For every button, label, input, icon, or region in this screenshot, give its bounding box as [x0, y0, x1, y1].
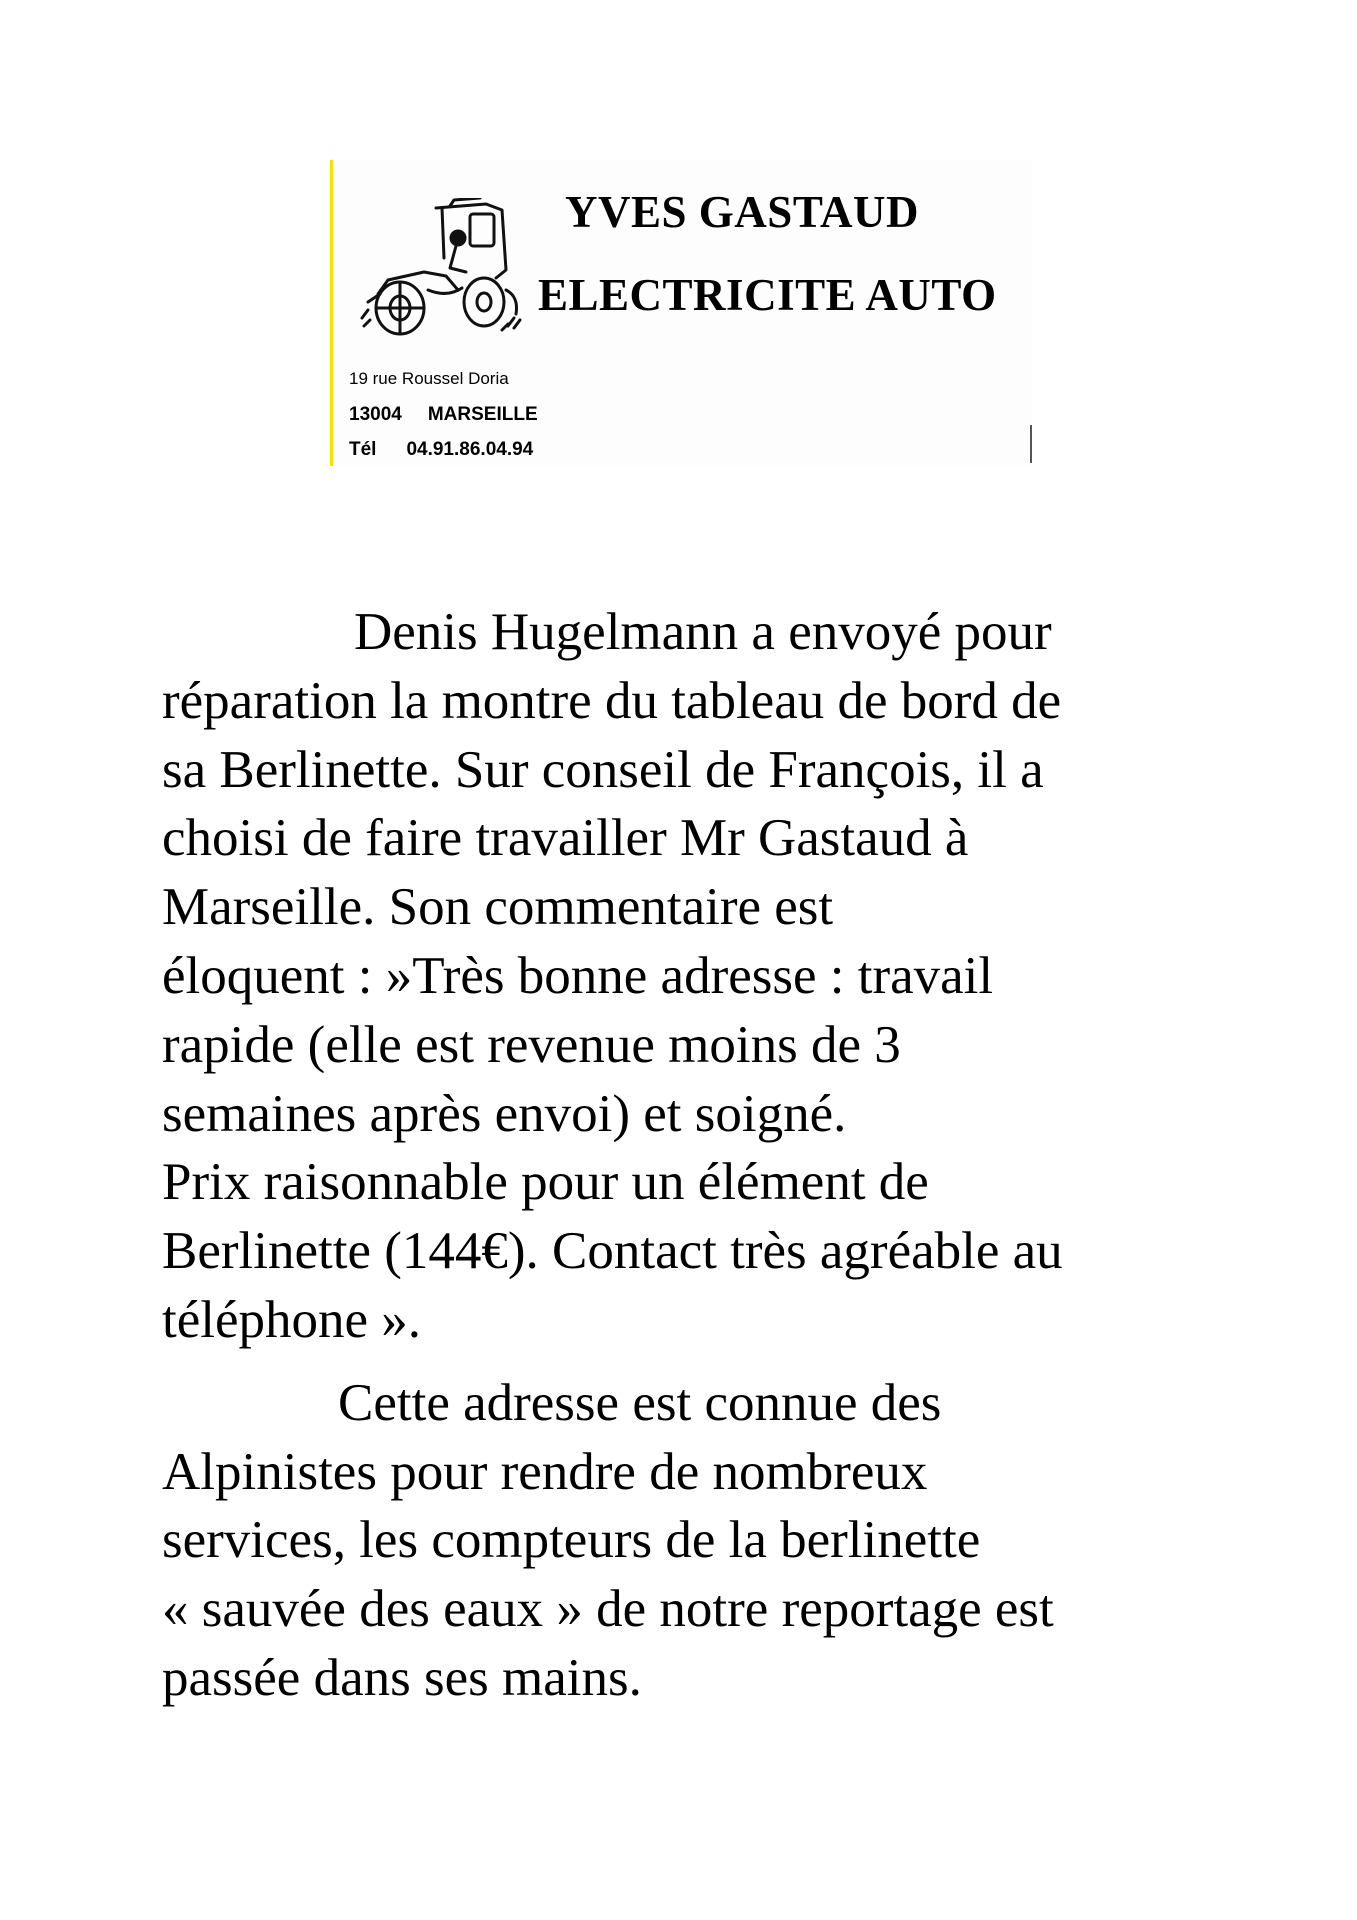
address-postcode: 13004 — [349, 404, 402, 425]
text-line: semaines après envoi) et soigné. — [162, 1084, 847, 1143]
text-line: réparation la montre du tableau de bord de — [162, 671, 1062, 730]
card-left-edge — [330, 160, 333, 466]
card-right-edge — [1030, 425, 1032, 463]
article-paragraph-1 — [162, 598, 1222, 1355]
article-body — [162, 598, 1222, 1713]
text-line: rapide (elle est revenue moins de 3 — [162, 1015, 901, 1074]
text-line: éloquent : »Très bonne adresse : travail — [162, 946, 994, 1005]
address-street: 19 rue Roussel Doria — [349, 369, 509, 388]
text-line: téléphone ». — [162, 1290, 422, 1349]
phone-line — [349, 440, 533, 459]
text-line: sa Berlinette. Sur conseil de François, il a — [162, 740, 1044, 799]
text-line: Prix raisonnable pour un élément de — [162, 1153, 929, 1212]
phone-number: 04.91.86.04.94 — [406, 439, 534, 460]
text-line: Denis Hugelmann a envoyé pour — [354, 603, 1052, 661]
business-card — [330, 160, 1032, 466]
address-city-line — [349, 405, 538, 424]
text-line: Marseille. Son commentaire est — [162, 878, 834, 937]
address-city: MARSEILLE — [427, 404, 538, 425]
text-line: choisi de faire travailler Mr Gastaud à — [162, 809, 969, 868]
text-line: Berlinette (144€). Contact très agréable au — [162, 1222, 1063, 1281]
text-line: Cette adresse est connue des — [338, 1373, 942, 1432]
article-paragraph-2 — [162, 1369, 1222, 1713]
text-line: Alpinistes pour rendre de nombreux — [162, 1442, 928, 1501]
business-trade: ELECTRICITE AUTO — [538, 270, 997, 320]
business-name: YVES GASTAUD — [565, 187, 919, 237]
phone-label: Tél — [349, 439, 377, 460]
vintage-car-icon — [358, 198, 526, 336]
text-line: passée dans ses mains. — [162, 1648, 642, 1707]
text-line: « sauvée des eaux » de notre reportage est — [162, 1580, 1054, 1639]
text-line: services, les compteurs de la berlinette — [162, 1511, 981, 1570]
